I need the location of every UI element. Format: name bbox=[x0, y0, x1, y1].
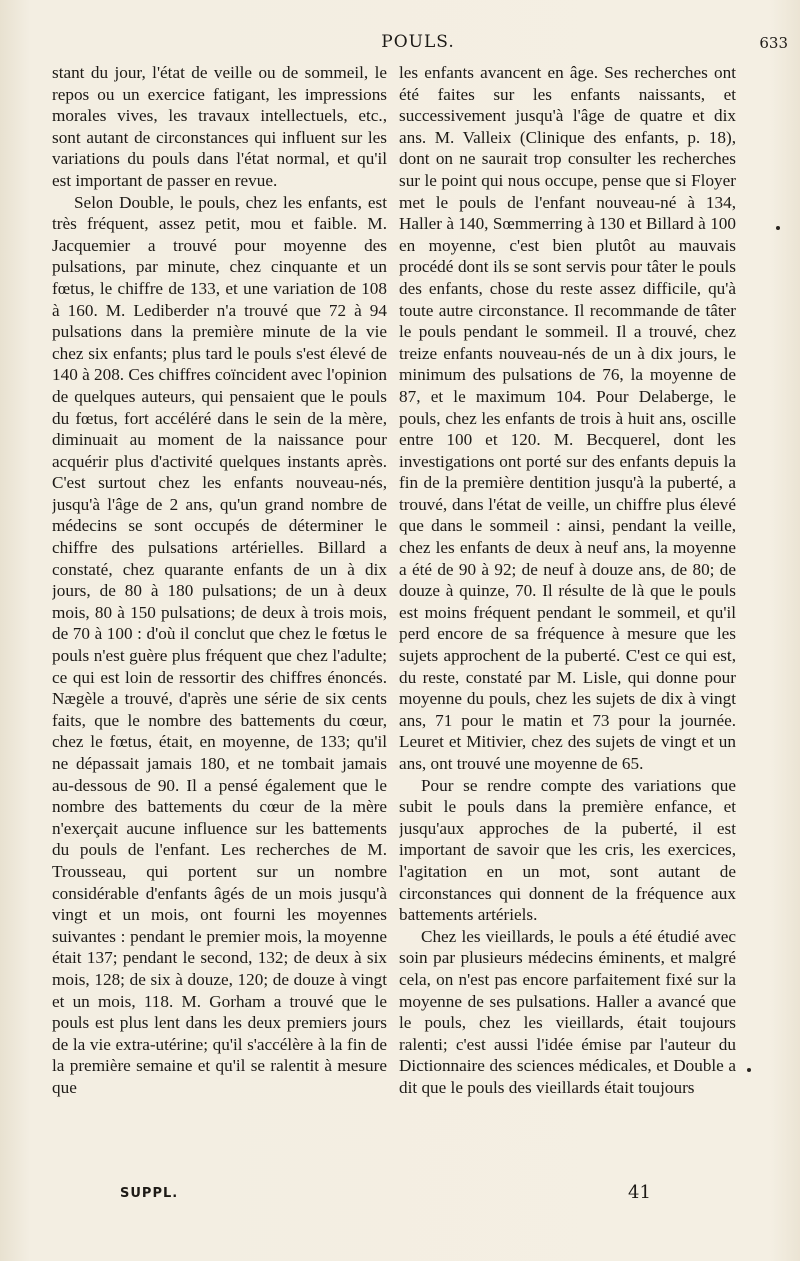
page-header bbox=[48, 32, 788, 56]
signature-mark: SUPPL. bbox=[120, 1186, 179, 1201]
margin-dot-mark bbox=[747, 1068, 751, 1072]
left-column bbox=[52, 62, 387, 1180]
running-head: POULS. bbox=[381, 32, 455, 52]
paragraph: Pour se rendre compte des variations que subit le pouls dans la première enfance, et jusqu'aux approches de la puberté, il est important de savoir que les cris, les exercices, l'agitation en un mot, sont autant de circonstances qui donnent de la fréquence aux battements artériels. bbox=[399, 775, 736, 925]
paragraph: stant du jour, l'état de veille ou de sommeil, le repos ou un exercice fatigant, les impressions morales vives, les travaux intellectuels, etc., sont autant de circonstances qui influent sur les variations du pouls dans l'état normal, et qu'il est important de passer en revue. bbox=[52, 63, 387, 190]
page-footer bbox=[120, 1182, 788, 1210]
margin-dot-mark bbox=[776, 226, 780, 230]
paragraph: Chez les vieillards, le pouls a été étudié avec soin par plusieurs médecins éminents, et malgré cela, on n'est pas encore parfaitement fixé sur la moyenne de ses pulsations. Haller a avancé que le pouls, chez les vieillards, était toujours ralenti; c'est aussi l'idée émise par l'auteur du Dictionnaire des sciences médicales, et Double a dit que le pouls des vieillards était toujours bbox=[399, 926, 736, 1097]
paragraph: Selon Double, le pouls, chez les enfants, est très fréquent, assez petit, mou et faible. M. Jacquemier a trouvé pour moyenne des pulsations, par minute, chez cinquante et un fœtus, le chiffre de 133, et une variation de 108 à 160. M. Lediberder n'a trouvé que 72 à 94 pulsations dans la première minute de la vie chez six enfants; plus tard le pouls s'est élevé de 140 à 208. Ces chiffres coïncident avec l'opinion de quelques auteurs, qui pensaient que le pouls du fœtus, fort accéléré dans le sein de la mère, diminuait au moment de la naissance pour acquérir plus d'activité quelques instants après. C'est surtout chez les enfants nouveau-nés, jusqu'à l'âge de 2 ans, qu'un grand nombre de médecins se sont occupés de déterminer le chiffre des pulsations artérielles. Billard a constaté, chez quarante enfants de un à dix jours, de 80 à 180 pulsations; de un à deux mois, 80 à 150 pulsations; de deux à trois mois, de 70 à 100 : d'où il conclut que chez le fœtus le pouls n'est guère plus fréquent que chez l'adulte; ce qui est loin de ressortir des chiffres énoncés. Nægèle a trouvé, d'après une série de six cents faits, que le nombre des battements du cœur, chez le fœtus, était, en moyenne, de 133; qu'il ne dépassait jamais 180, et ne tombait jamais au-dessous de 90. Il a pensé également que le nombre des battements du cœur de la mère n'exerçait aucune influence sur les battements du pouls de l'enfant. Les recherches de M. Trousseau, qui portent sur un nombre considérable d'enfants âgés de un mois jusqu'à vingt et un mois, ont fourni les moyennes suivantes : pendant le premier mois, la moyenne était 137; pendant le second, 132; de deux à six mois, 128; de six à douze, 120; de douze à vingt et un mois, 118. M. Gorham a trouvé que le pouls est plus lent dans les deux premiers jours de la vie extra-utérine; qu'il s'accélère à la fin de la première semaine et qu'il se ralentit à mesure que bbox=[52, 192, 387, 1097]
right-column bbox=[399, 62, 736, 1180]
sheet-number: 41 bbox=[628, 1182, 651, 1203]
paragraph: les enfants avancent en âge. Ses recherches ont été faites sur les enfants naissants, et successivement jusqu'à l'âge de quatre et dix ans. M. Valleix (Clinique des enfants, p. 18), dont on ne saurait trop consulter les recherches sur le point qui nous occupe, pense que si Floyer met le pouls de l'enfant nouveau-né à 134, Haller à 140, Sœmmerring à 130 et Billard à 100 en moyenne, c'est bien plutôt au mauvais procédé dont ils se sont servis pour tâter le pouls des enfants, chose du reste assez difficile, qu'à toute autre circonstance. Il recommande de tâter le pouls pendant le sommeil. Il a trouvé, chez treize enfants nouveau-nés de un à dix jours, le minimum des pulsations de 76, la moyenne de 87, et le maximum 104. Pour Delaberge, le pouls, chez les enfants de trois à huit ans, oscille entre 100 et 120. M. Becquerel, dont les investigations ont porté sur des enfants depuis la fin de la première dentition jusqu'à la puberté, a trouvé, dans l'état de veille, un chiffre plus élevé que dans le sommeil : ainsi, pendant la veille, chez les enfants de deux à neuf ans, la moyenne a été de 90 à 92; de neuf à douze ans, de 80; de douze à quinze, 70. Il résulte de là que le pouls est moins fréquent pendant le sommeil, et qu'il perd encore de sa fréquence à mesure que les sujets approchent de la puberté. C'est ce qui est, du reste, constaté par M. Lisle, qui donne pour moyenne du pouls, chez les sujets de dix à vingt ans, 71 pour le matin et 73 pour la journée. Leuret et Mitivier, chez des sujets de vingt et un ans, ont trouvé une moyenne de 65. bbox=[399, 63, 736, 773]
page-number: 633 bbox=[759, 34, 788, 52]
text-columns bbox=[52, 62, 788, 1180]
